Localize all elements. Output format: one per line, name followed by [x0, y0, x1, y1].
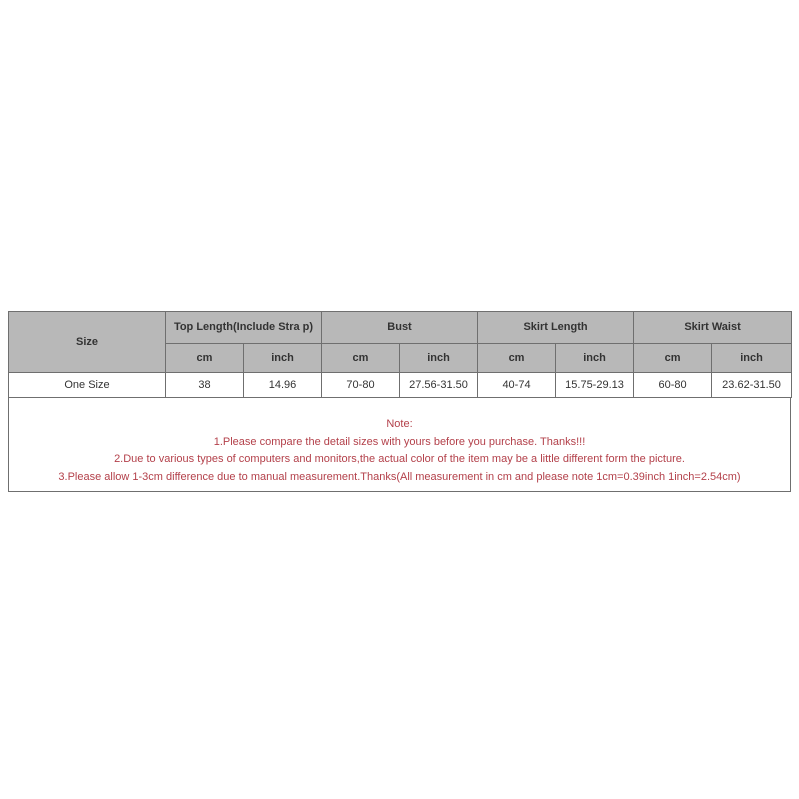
note-title: Note:	[386, 418, 413, 430]
unit-header: inch	[556, 344, 634, 373]
note-line: 1.Please compare the detail sizes with yours before you purchase. Thanks!!!	[213, 435, 586, 448]
table-cell: 14.96	[244, 373, 322, 398]
table-cell: 40-74	[478, 373, 556, 398]
table-cell: 23.62-31.50	[712, 373, 792, 398]
skirt-waist-header: Skirt Waist	[634, 312, 792, 344]
unit-header: cm	[478, 344, 556, 373]
note-line: 3.Please allow 1-3cm difference due to manual measurement.Thanks(All measurement in cm and please note 1cm=0.39inch 1inch=2.54cm)	[58, 470, 741, 483]
unit-header: cm	[634, 344, 712, 373]
note-line: 2.Due to various types of computers and monitors,the actual color of the item may be a little different form the picture.	[114, 453, 685, 465]
top-length-header: Top Length(Include Stra p)	[166, 312, 322, 344]
table-cell: 38	[166, 373, 244, 398]
unit-header: cm	[322, 344, 400, 373]
size-chart	[8, 311, 791, 492]
bust-header: Bust	[322, 312, 478, 344]
unit-header: inch	[244, 344, 322, 373]
skirt-length-header: Skirt Length	[478, 312, 634, 344]
unit-header: cm	[166, 344, 244, 373]
note-box	[8, 398, 791, 492]
size-table	[8, 311, 792, 398]
size-cell: One Size	[9, 373, 166, 398]
size-header: Size	[9, 312, 166, 373]
table-cell: 15.75-29.13	[556, 373, 634, 398]
header-row-groups	[9, 312, 792, 344]
table-cell: 27.56-31.50	[400, 373, 478, 398]
unit-header: inch	[712, 344, 792, 373]
table-cell: 60-80	[634, 373, 712, 398]
table-cell: 70-80	[322, 373, 400, 398]
unit-header: inch	[400, 344, 478, 373]
table-row	[9, 373, 792, 398]
